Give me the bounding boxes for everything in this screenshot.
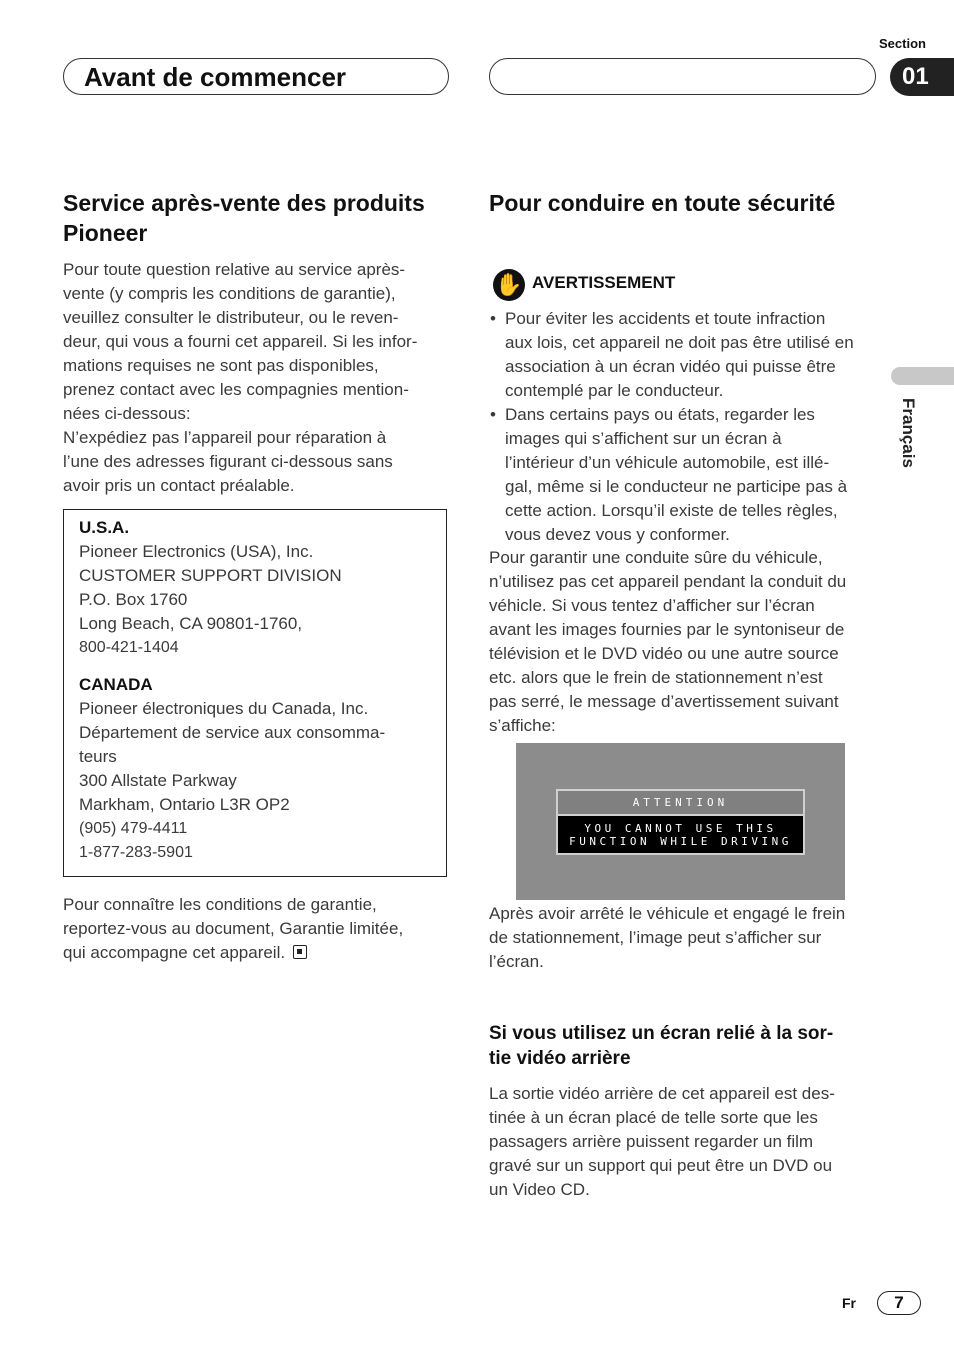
safety-paragraph [489, 546, 881, 738]
text-line: mations requises ne sont pas disponibles, [63, 356, 379, 375]
canada-phone: 1-877-283-5901 [79, 844, 193, 861]
address-line: Long Beach, CA 90801-1760, [79, 614, 303, 633]
text-line: deur, qui vous a fourni cet appareil. Si les infor- [63, 332, 418, 351]
language-label: Français [899, 398, 918, 468]
text-line: tinée à un écran placé de telle sorte que les [489, 1108, 818, 1127]
service-intro [63, 258, 451, 498]
text-line: l’une des adresses figurant ci-dessous sans [63, 452, 393, 471]
subheading-line: tie vidéo arrière [489, 1048, 631, 1069]
text-line: vente (y compris les conditions de garantie), [63, 284, 396, 303]
warning-message-line: FUNCTION WHILE DRIVING [569, 835, 792, 848]
warning-screen-image [516, 743, 845, 900]
usa-phone: 800-421-1404 [79, 639, 179, 656]
canada-heading: CANADA [79, 675, 153, 694]
text-line: nées ci-dessous: [63, 404, 191, 423]
text-line: avant les images fournies par le syntoniseur de [489, 620, 845, 639]
warning-hand-icon: ✋ [493, 269, 525, 301]
text-line: pas serré, le message d’avertissement suivant [489, 692, 839, 711]
after-stop-paragraph [489, 902, 881, 974]
address-line: Département de service aux consomma- [79, 723, 386, 742]
text-line-content: qui accompagne cet appareil. [63, 943, 286, 962]
text-line: de stationnement, l’image peut s’afficher sur [489, 928, 822, 947]
text-line: N’expédiez pas l’appareil pour réparation à [63, 428, 387, 447]
text-line: etc. alors que le frein de stationnement n’est [489, 668, 823, 687]
address-line: P.O. Box 1760 [79, 590, 188, 609]
warning-message-line: YOU CANNOT USE THIS [584, 822, 777, 835]
address-line: Pioneer électroniques du Canada, Inc. [79, 699, 369, 718]
header-blank-frame [489, 58, 876, 95]
bullet-icon: • [490, 405, 496, 424]
text-line: La sortie vidéo arrière de cet appareil est des- [489, 1084, 835, 1103]
language-tab [891, 367, 954, 385]
end-of-section-icon [293, 945, 307, 959]
text-line: vous devez vous y conformer. [505, 525, 730, 544]
language-label-vertical [880, 398, 940, 488]
text-line: Après avoir arrêté le véhicule et engagé le frein [489, 904, 846, 923]
rear-video-paragraph [489, 1082, 881, 1202]
address-line: Pioneer Electronics (USA), Inc. [79, 542, 314, 561]
text-line: l’écran. [489, 952, 544, 971]
page-number: 7 [877, 1291, 921, 1315]
safety-heading: Pour conduire en toute sécurité [489, 190, 836, 216]
text-line: s’affiche: [489, 716, 556, 735]
text-line: Pour toute question relative au service après- [63, 260, 406, 279]
text-line: n’utilisez pas cet appareil pendant la conduit du [489, 572, 847, 591]
address-line: CUSTOMER SUPPORT DIVISION [79, 566, 342, 585]
warning-message-body [558, 816, 803, 848]
list-item [489, 403, 879, 547]
usa-heading: U.S.A. [79, 518, 130, 537]
text-line: Pour garantir une conduite sûre du véhicule, [489, 548, 823, 567]
rear-video-subheading [489, 1021, 879, 1071]
section-number: 01 [890, 58, 954, 96]
text-line: contemplé par le conducteur. [505, 381, 724, 400]
text-line: prenez contact avec les compagnies mention- [63, 380, 409, 399]
address-line: teurs [79, 747, 117, 766]
page-title-frame [63, 58, 449, 95]
address-box [63, 509, 447, 877]
service-heading: Service après-vente des produits Pioneer [63, 190, 425, 246]
footer-language: Fr [842, 1295, 856, 1311]
text-line: gravé sur un support qui peut être un DVD ou [489, 1156, 833, 1175]
text-line: veuillez consulter le distributeur, ou le reven- [63, 308, 399, 327]
canada-phone: (905) 479-4411 [79, 820, 188, 837]
address-line: Markham, Ontario L3R OP2 [79, 795, 290, 814]
list-item [489, 307, 879, 403]
text-line: images qui s’affichent sur un écran à [505, 429, 782, 448]
warning-message-box [556, 789, 805, 855]
warning-label: AVERTISSEMENT [532, 273, 676, 292]
text-line: passagers arrière puissent regarder un film [489, 1132, 814, 1151]
text-line: Pour connaître les conditions de garantie, [63, 895, 377, 914]
text-line [63, 941, 451, 965]
page-title: Avant de commencer [84, 62, 347, 92]
text-line: véhicle. Si vous tentez d’afficher sur l’écran [489, 596, 815, 615]
text-line: Pour éviter les accidents et toute infraction [505, 309, 826, 328]
bullet-icon: • [490, 309, 496, 328]
section-label: Section [879, 36, 926, 51]
text-line: télévision et le DVD vidéo ou une autre source [489, 644, 839, 663]
text-line: gal, même si le conducteur ne participe pas à [505, 477, 848, 496]
text-line: un Video CD. [489, 1180, 590, 1199]
subheading-line: Si vous utilisez un écran relié à la sor- [489, 1023, 834, 1044]
address-line: 300 Allstate Parkway [79, 771, 237, 790]
warning-message-header: ATTENTION [558, 791, 803, 816]
text-line: aux lois, cet appareil ne doit pas être utilisé en [505, 333, 854, 352]
text-line: avoir pris un contact préalable. [63, 476, 295, 495]
text-line: l’intérieur d’un véhicule automobile, est illé- [505, 453, 830, 472]
text-line: cette action. Lorsqu’il existe de telles règles, [505, 501, 838, 520]
warning-bullets [489, 307, 879, 547]
text-line: Dans certains pays ou états, regarder les [505, 405, 815, 424]
text-line: reportez-vous au document, Garantie limitée, [63, 919, 404, 938]
warranty-note [63, 893, 451, 965]
text-line: association à un écran vidéo qui puisse être [505, 357, 836, 376]
